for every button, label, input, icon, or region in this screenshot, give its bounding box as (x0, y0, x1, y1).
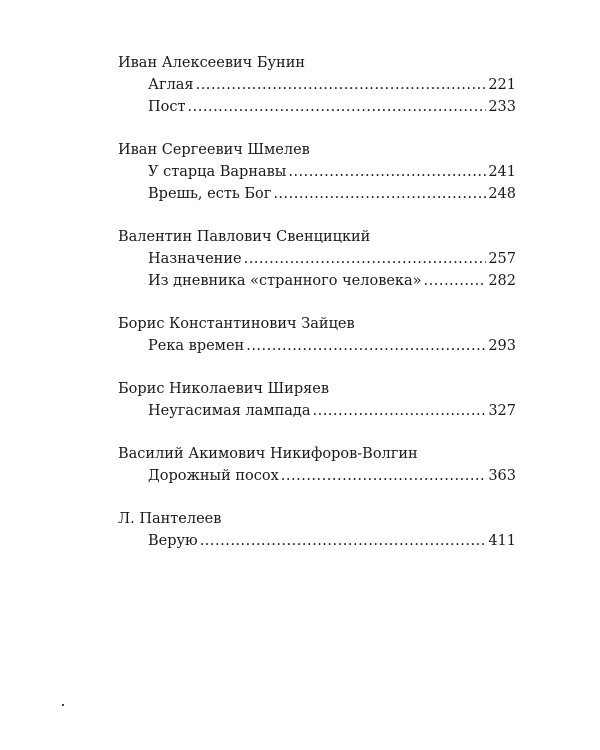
page-number: 411 (488, 533, 516, 549)
author-name: Борис Николаевич Ширяев (118, 381, 330, 397)
toc-entry[interactable] (148, 74, 516, 96)
author-name: Василий Акимович Никифоров-Волгин (118, 446, 418, 462)
author-block (118, 443, 516, 487)
dot-leader (288, 161, 486, 183)
entry-title: У старца Варнавы (148, 164, 287, 180)
author-name: Борис Константинович Зайцев (118, 316, 355, 332)
toc-entry[interactable] (148, 465, 516, 487)
page-number: 363 (488, 468, 516, 484)
entry-title: Назначение (148, 251, 242, 267)
author-name: Иван Алексеевич Бунин (118, 55, 306, 71)
page-number: 241 (488, 164, 516, 180)
author-name: Иван Сергеевич Шмелев (118, 142, 310, 158)
dot-leader (188, 96, 487, 118)
page-number: 282 (488, 273, 516, 289)
toc-entry[interactable] (148, 248, 516, 270)
page-speck (62, 704, 64, 706)
page-number: 257 (488, 251, 516, 267)
author-block (118, 313, 516, 357)
page-number: 221 (488, 77, 516, 93)
author-block (118, 508, 516, 552)
page-number: 293 (488, 338, 516, 354)
entry-title: Из дневника «странного человека» (148, 273, 422, 289)
toc-entry[interactable] (148, 96, 516, 118)
entry-title: Врешь, есть Бог (148, 186, 272, 202)
toc-entry[interactable] (148, 335, 516, 357)
entry-title: Аглая (148, 77, 194, 93)
toc-entry[interactable] (148, 530, 516, 552)
author-block (118, 52, 516, 118)
page-number: 327 (488, 403, 516, 419)
author-block (118, 139, 516, 205)
toc-entry[interactable] (148, 400, 516, 422)
dot-leader (244, 248, 487, 270)
author-name: Л. Пантелеев (118, 511, 222, 527)
dot-leader (312, 400, 486, 422)
toc-entry[interactable] (148, 161, 516, 183)
page-number: 248 (488, 186, 516, 202)
entry-title: Река времен (148, 338, 245, 354)
entry-title: Верую (148, 533, 198, 549)
page-number: 233 (488, 99, 516, 115)
entry-title: Неугасимая лампада (148, 403, 311, 419)
author-name: Валентин Павлович Свенцицкий (118, 229, 371, 245)
entry-title: Пост (148, 99, 186, 115)
author-block (118, 378, 516, 422)
toc-entry[interactable] (148, 270, 516, 292)
dot-leader (200, 530, 487, 552)
dot-leader (281, 465, 487, 487)
table-of-contents (118, 52, 516, 573)
toc-entry[interactable] (148, 183, 516, 205)
author-block (118, 226, 516, 292)
dot-leader (196, 74, 487, 96)
dot-leader (246, 335, 486, 357)
dot-leader (273, 183, 486, 205)
dot-leader (424, 270, 487, 292)
entry-title: Дорожный посох (148, 468, 279, 484)
